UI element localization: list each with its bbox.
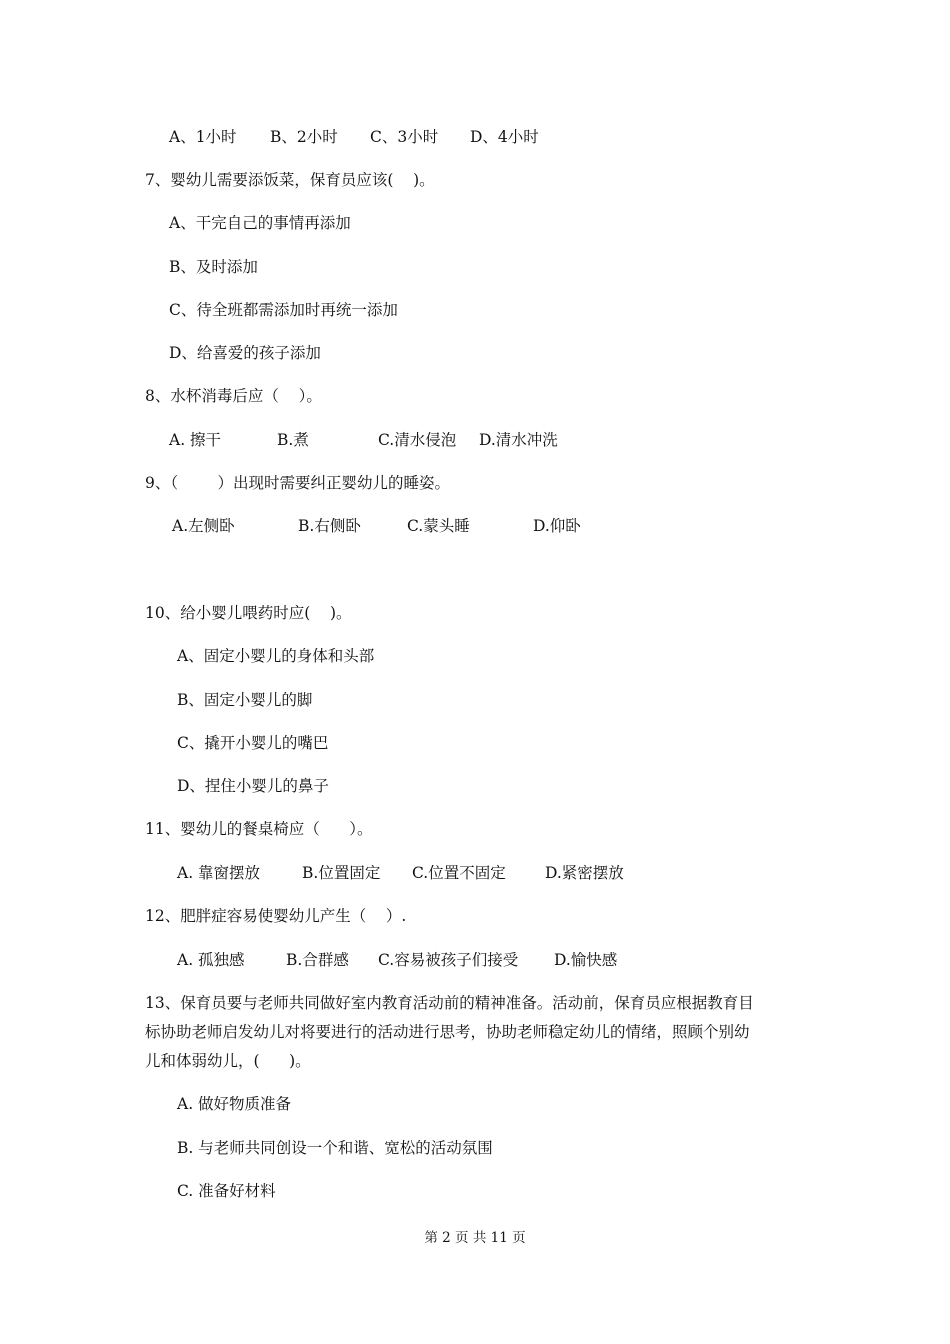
q7-stem: 7、婴幼儿需要添饭菜，保育员应该( )。: [145, 171, 435, 189]
q10-option-c: C、撬开小婴儿的嘴巴: [177, 734, 329, 752]
q6-option-d: D、4小时: [470, 128, 539, 146]
q8-option-a: A. 擦干: [169, 431, 222, 449]
q11-option-a: A. 靠窗摆放: [177, 864, 261, 882]
q13-stem-line-2: 标协助老师启发幼儿对将要进行的活动进行思考，协助老师稳定幼儿的情绪，照顾个别幼: [145, 1023, 750, 1041]
q10-option-d: D、捏住小婴儿的鼻子: [177, 777, 329, 795]
q9-option-b: B.右侧卧: [298, 517, 361, 535]
page-number-footer: 第 2 页 共 11 页: [424, 1230, 526, 1246]
q7-option-b: B、及时添加: [169, 258, 258, 276]
q12-option-a: A. 孤独感: [177, 951, 245, 969]
q12-option-c: C.容易被孩子们接受: [378, 951, 519, 969]
q6-option-b: B、2小时: [270, 128, 338, 146]
q7-option-a: A、干完自己的事情再添加: [169, 214, 351, 232]
q10-option-a: A、固定小婴儿的身体和头部: [177, 647, 375, 665]
q13-stem-line-3: 儿和体弱幼儿，( )。: [145, 1052, 311, 1070]
q11-option-b: B.位置固定: [302, 864, 381, 882]
q13-option-c: C. 准备好材料: [177, 1182, 276, 1200]
q8-stem: 8、水杯消毒后应（ ）。: [145, 387, 322, 405]
q9-option-c: C.蒙头睡: [407, 517, 470, 535]
q12-option-d: D.愉快感: [554, 951, 618, 969]
q9-option-d: D.仰卧: [533, 517, 581, 535]
q10-option-b: B、固定小婴儿的脚: [177, 691, 313, 709]
q12-stem: 12、肥胖症容易使婴幼儿产生（ ）.: [145, 907, 407, 925]
q9-option-a: A.左侧卧: [172, 517, 235, 535]
q9-stem: 9、（ ）出现时需要纠正婴幼儿的睡姿。: [145, 474, 451, 492]
q8-option-c: C.清水侵泡: [378, 431, 457, 449]
q8-option-d: D.清水冲洗: [479, 431, 558, 449]
q12-option-b: B.合群感: [286, 951, 349, 969]
q6-option-a: A、1小时: [169, 128, 237, 146]
q8-option-b: B.煮: [277, 431, 309, 449]
q13-option-b: B. 与老师共同创设一个和谐、宽松的活动氛围: [177, 1139, 493, 1157]
q11-stem: 11、婴幼儿的餐桌椅应（ ）。: [145, 820, 373, 838]
q7-option-d: D、给喜爱的孩子添加: [169, 344, 321, 362]
q7-option-c: C、待全班都需添加时再统一添加: [169, 301, 398, 319]
q10-stem: 10、给小婴儿喂药时应( )。: [145, 604, 352, 622]
q13-stem-line-1: 13、保育员要与老师共同做好室内教育活动前的精神准备。活动前，保育员应根据教育目: [145, 994, 754, 1012]
q13-option-a: A. 做好物质准备: [177, 1095, 292, 1113]
q11-option-c: C.位置不固定: [412, 864, 506, 882]
q11-option-d: D.紧密摆放: [545, 864, 624, 882]
q6-option-c: C、3小时: [370, 128, 439, 146]
